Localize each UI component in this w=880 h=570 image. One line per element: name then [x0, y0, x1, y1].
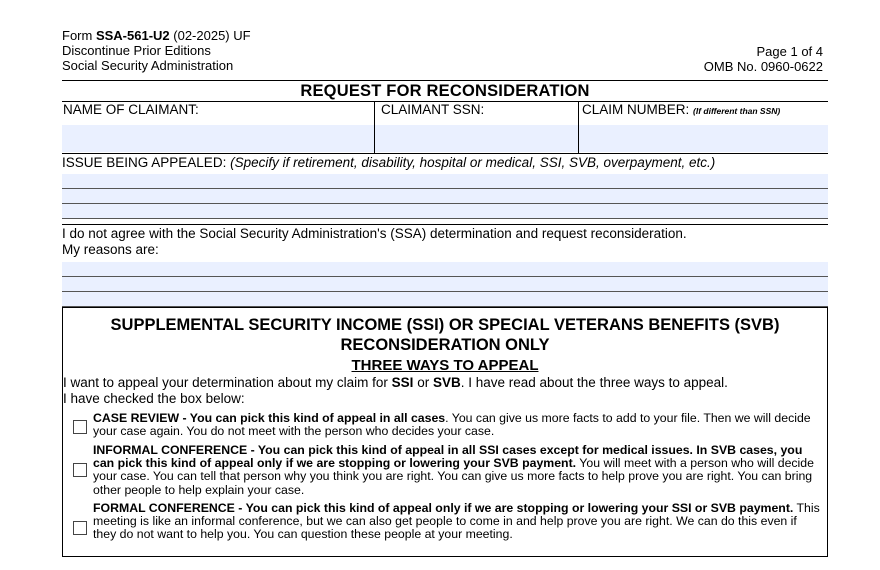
reasons-line[interactable] [62, 277, 828, 292]
ssi-svb-section [62, 307, 828, 557]
case-review-text: CASE REVIEW - You can pick this kind of appeal in all cases. You can give us more facts to add to your file. Then we will decide your case again. You do not meet with the person who decides your case. [93, 411, 811, 439]
issue-line[interactable] [62, 204, 828, 219]
claimant-info-row [62, 101, 828, 154]
form-header-right [704, 44, 823, 74]
claimant-name-field[interactable] [62, 125, 374, 152]
claim-number-label: CLAIM NUMBER: [582, 102, 690, 117]
claim-number-label-group [579, 101, 828, 119]
disagreement-text: I do not agree with the Social Security Administration's (SSA) determination and request reconsideration. [62, 226, 687, 241]
claimant-name-cell [62, 101, 375, 153]
issue-hint: (Specify if retirement, disability, hospital or medical, SSI, SVB, overpayment, etc.) [230, 155, 716, 170]
agency-name: Social Security Administration [62, 58, 234, 73]
form-header-left [62, 28, 251, 73]
claimant-ssn-cell [375, 101, 579, 153]
appeal-intro-line1: I want to appeal your determination about my claim for SSI or SVB. I have read about the three ways to appeal. [63, 375, 728, 390]
page-number: Page 1 of 4 [756, 44, 823, 59]
reasons-field[interactable] [62, 262, 828, 307]
case-review-option [73, 412, 821, 438]
case-review-checkbox[interactable] [73, 420, 87, 434]
appeal-intro-line2: I have checked the box below: [63, 391, 245, 406]
ssi-title-line2: RECONSIDERATION ONLY [340, 336, 550, 354]
reasons-label: My reasons are: [62, 242, 159, 257]
ssi-section-title [63, 315, 827, 355]
informal-conference-option [73, 444, 821, 497]
discontinue-line: Discontinue Prior Editions [62, 43, 211, 58]
claim-number-cell [579, 101, 828, 153]
issue-line[interactable] [62, 174, 828, 189]
claimant-ssn-label: CLAIMANT SSN: [381, 102, 485, 117]
claimant-ssn-field[interactable] [375, 125, 578, 152]
issue-line[interactable] [62, 189, 828, 204]
claimant-name-label: NAME OF CLAIMANT: [63, 102, 199, 117]
form-id-line: Form SSA-561-U2 (02-2025) UF [62, 28, 251, 43]
issue-label: ISSUE BEING APPEALED: [62, 155, 231, 170]
formal-conference-checkbox[interactable] [73, 521, 87, 535]
informal-conference-text: INFORMAL CONFERENCE - You can pick this kind of appeal in all SSI cases except for medical issues. In SVB cases, you can pick this kind of appeal only if we are stopping or lowering your SVB payment. You will meet with a person who will decide your case. You can tell that person why you think you are right. You can give us more facts to help prove you are right. You can bring other people to help explain your case. [93, 443, 814, 497]
informal-conference-checkbox[interactable] [73, 463, 87, 477]
claim-number-field[interactable] [579, 125, 828, 152]
claim-number-note: (If different than SSN) [693, 106, 781, 116]
form-id: SSA-561-U2 [95, 28, 170, 43]
issue-field[interactable] [62, 174, 828, 219]
three-ways-heading: THREE WAYS TO APPEAL [351, 357, 539, 374]
reasons-line[interactable] [62, 262, 828, 277]
issue-label-group [62, 155, 715, 171]
reasons-line[interactable] [62, 292, 828, 307]
appeal-intro [63, 375, 823, 407]
form-title: REQUEST FOR RECONSIDERATION [62, 80, 828, 102]
formal-conference-text: FORMAL CONFERENCE - You can pick this kind of appeal only if we are stopping or lowering your SSI or SVB payment. This meeting is like an informal conference, but we can also get people to come in and help prove you are right. We can do this even if they do not want to help you. You can question these people at your meeting. [93, 501, 820, 542]
ssi-title-line1: SUPPLEMENTAL SECURITY INCOME (SSI) OR SPECIAL VETERANS BENEFITS (SVB) [110, 316, 780, 334]
formal-conference-option [73, 502, 821, 542]
omb-number: OMB No. 0960-0622 [703, 59, 823, 74]
disagreement-statement [62, 224, 828, 258]
